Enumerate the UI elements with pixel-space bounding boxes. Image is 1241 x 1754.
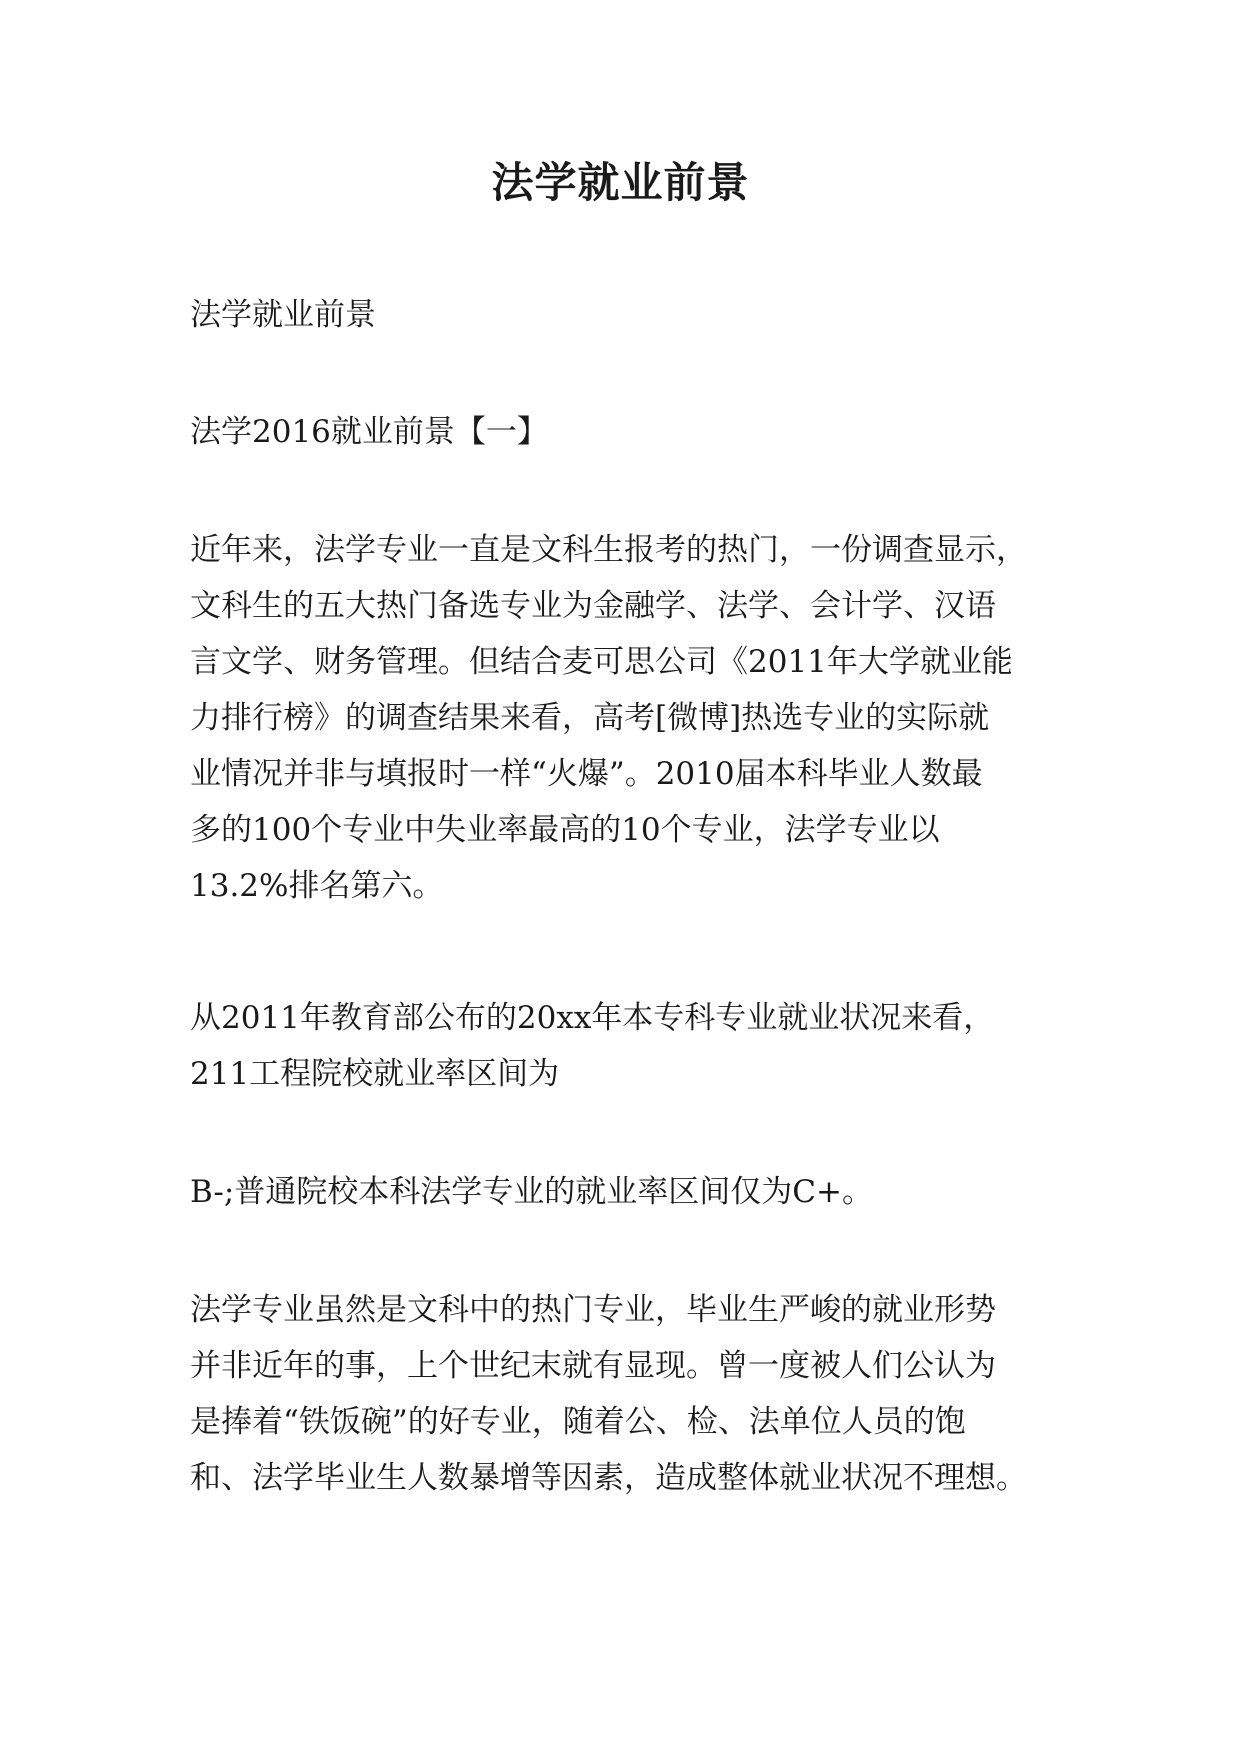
paragraph-line: 文科生的五大热门备选专业为金融学、法学、会计学、汉语 — [190, 588, 996, 624]
paragraph-line: 并非近年的事，上个世纪末就有显现。曾一度被人们公认为 — [190, 1348, 996, 1384]
paragraph-line: 13.2%排名第六。 — [190, 868, 444, 904]
paragraph-line: 211工程院校就业率区间为 — [190, 1056, 560, 1092]
paragraph-line: 是捧着“铁饭碗”的好专业，随着公、检、法单位人员的饱 — [190, 1404, 966, 1440]
paragraph-line: 业情况并非与填报时一样“火爆”。2010届本科毕业人数最 — [190, 756, 983, 792]
paragraph-line: 近年来，法学专业一直是文科生报考的热门，一份调查显示， — [190, 532, 1027, 568]
paragraph-line: 法学专业虽然是文科中的热门专业，毕业生严峻的就业形势 — [190, 1292, 996, 1328]
paragraph-line: B-;普通院校本科法学专业的就业率区间仅为C+。 — [190, 1174, 873, 1210]
paragraph-line: 从2011年教育部公布的20xx年本专科专业就业状况来看， — [190, 1000, 995, 1036]
paragraph-line: 言文学、财务管理。但结合麦可思公司《2011年大学就业能 — [190, 644, 1013, 680]
paragraph-4 — [190, 1288, 1070, 1512]
document-subtitle: 法学就业前景 — [190, 297, 376, 333]
document-title: 法学就业前景 — [491, 158, 750, 207]
paragraph-2 — [190, 996, 1070, 1108]
paragraph-line: 和、法学毕业生人数暴增等因素，造成整体就业状况不理想。 — [190, 1460, 1027, 1496]
section-heading: 法学2016就业前景【一】 — [190, 414, 548, 450]
paragraph-line: 多的100个专业中失业率最高的10个专业，法学专业以 — [190, 812, 940, 848]
paragraph-3 — [190, 1170, 1070, 1226]
paragraph-1 — [190, 528, 1070, 920]
paragraph-line: 力排行榜》的调查结果来看，高考[微博]热选专业的实际就 — [190, 700, 990, 736]
